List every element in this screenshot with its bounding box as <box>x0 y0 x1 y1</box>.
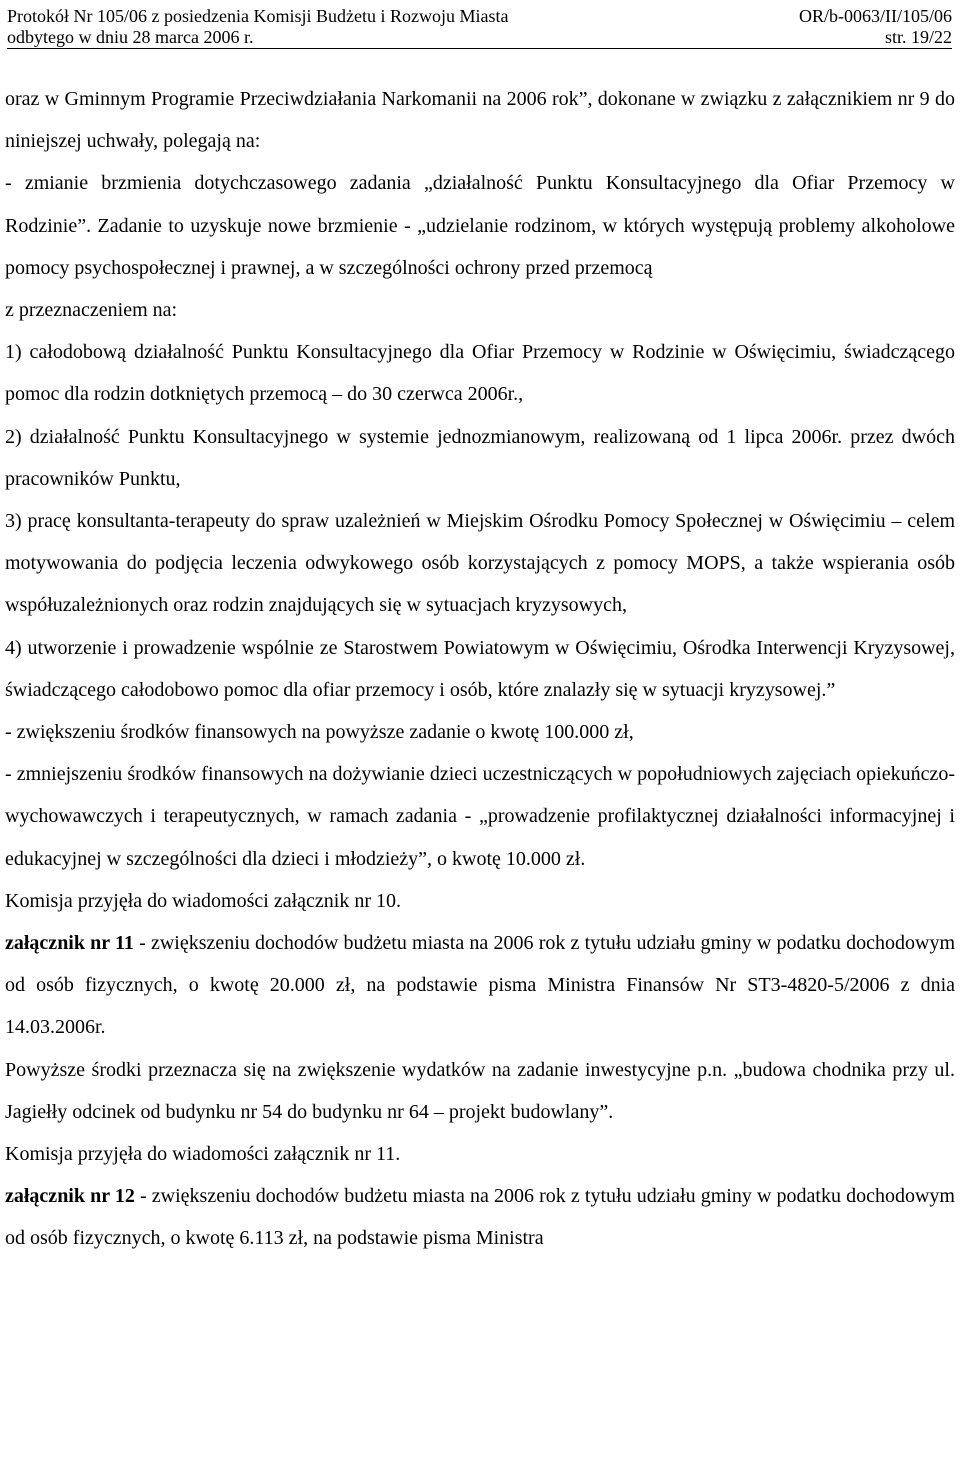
list-item-2: 2) działalność Punktu Konsultacyjnego w systemie jednozmianowym, realizowaną od 1 lipca 2006r. przez dwóch pracowników Punktu, <box>5 425 955 490</box>
list-item-3: 3) pracę konsultanta-terapeuty do spraw uzależnień w Miejskim Ośrodku Pomocy Społecznej w Oświęcimiu – celem motywowania do podjęcia leczenia odwykowego osób korzystających z pomocy MOPS, a także wspierania osób współuzależnionych oraz rodzin znajdujących się w sytuacjach kryzysowych, <box>5 510 955 617</box>
paragraph-intro: oraz w Gminnym Programie Przeciwdziałania Narkomanii na 2006 rok”, dokonane w związku z załącznikiem nr 9 do niniejszej uchwały, polegają na: <box>5 88 955 153</box>
paragraph-attachment-12 <box>5 1175 955 1259</box>
list-item-4: 4) utworzenie i prowadzenie wspólnie ze Starostwem Powiatowym w Oświęcimiu, Ośrodka Interwencji Kryzysowej, świadczącego całodobowo pomoc dla ofiar przemocy i osób, które znalazły się w sytuacji kryzysowej.” <box>5 636 955 701</box>
attachment-12-text: - zwiększeniu dochodów budżetu miasta na 2006 rok z tytułu udziału gminy w podatku dochodowym od osób fizycznych, o kwotę 6.113 zł, na podstawie pisma Ministra <box>5 1185 955 1250</box>
meeting-date: odbytego w dniu 28 marca 2006 r. <box>7 27 254 47</box>
paragraph-purpose: z przeznaczeniem na: <box>5 299 178 322</box>
paragraph-task-change: - zmianie brzmienia dotychczasowego zadania „działalność Punktu Konsultacyjnego dla Ofiar Przemocy w Rodzinie”. Zadanie to uzyskuje nowe brzmienie - „udzielanie rodzinom, w których występują problemy alkoholowe pomocy psychospołecznej i prawnej, a w szczególności ochrony przed przemocą <box>5 172 955 279</box>
document-reference: OR/b-0063/II/105/06 <box>799 6 952 26</box>
attachment-11-label: załącznik nr 11 <box>5 932 134 955</box>
paragraph-funds-decrease: - zmniejszeniu środków finansowych na dożywianie dzieci uczestniczących w popołudniowych zajęciach opiekuńczo-wychowawczych i terapeutycznych, w ramach zadania - „prowadzenie profilaktycznej działalności informacyjnej i edukacyjnej w szczególności dla dzieci i młodzieży”, o kwotę 10.000 zł. <box>5 763 955 870</box>
paragraph-funds-increase: - zwiększeniu środków finansowych na powyższe zadanie o kwotę 100.000 zł, <box>5 721 634 744</box>
paragraph-investment: Powyższe środki przeznacza się na zwiększenie wydatków na zadanie inwestycyjne p.n. „budowa chodnika przy ul. Jagiełły odcinek od budynku nr 54 do budynku nr 64 – projekt budowlany”. <box>5 1058 955 1123</box>
paragraph-commission-note-10: Komisja przyjęła do wiadomości załącznik nr 10. <box>5 889 401 912</box>
page-header <box>7 6 952 49</box>
paragraph-commission-note-11: Komisja przyjęła do wiadomości załącznik nr 11. <box>5 1143 401 1166</box>
attachment-11-text: - zwiększeniu dochodów budżetu miasta na 2006 rok z tytułu udziału gminy w podatku dochodowym od osób fizycznych, o kwotę 20.000 zł, na podstawie pisma Ministra Finansów Nr ST3-4820-5/2006 z dnia 14.03.2006r. <box>5 932 955 1039</box>
paragraph-attachment-11 <box>5 922 955 1049</box>
protocol-title: Protokół Nr 105/06 z posiedzenia Komisji Budżetu i Rozwoju Miasta <box>7 6 509 26</box>
list-item-1: 1) całodobową działalność Punktu Konsultacyjnego dla Ofiar Przemocy w Rodzinie w Oświęcimiu, świadczącego pomoc dla rodzin dotkniętych przemocą – do 30 czerwca 2006r., <box>5 341 955 406</box>
header-row-2 <box>7 27 952 48</box>
attachment-12-label: załącznik nr 12 <box>5 1185 135 1208</box>
header-row-1 <box>7 6 952 27</box>
document-body <box>5 78 955 1260</box>
page-number: str. 19/22 <box>884 27 952 47</box>
